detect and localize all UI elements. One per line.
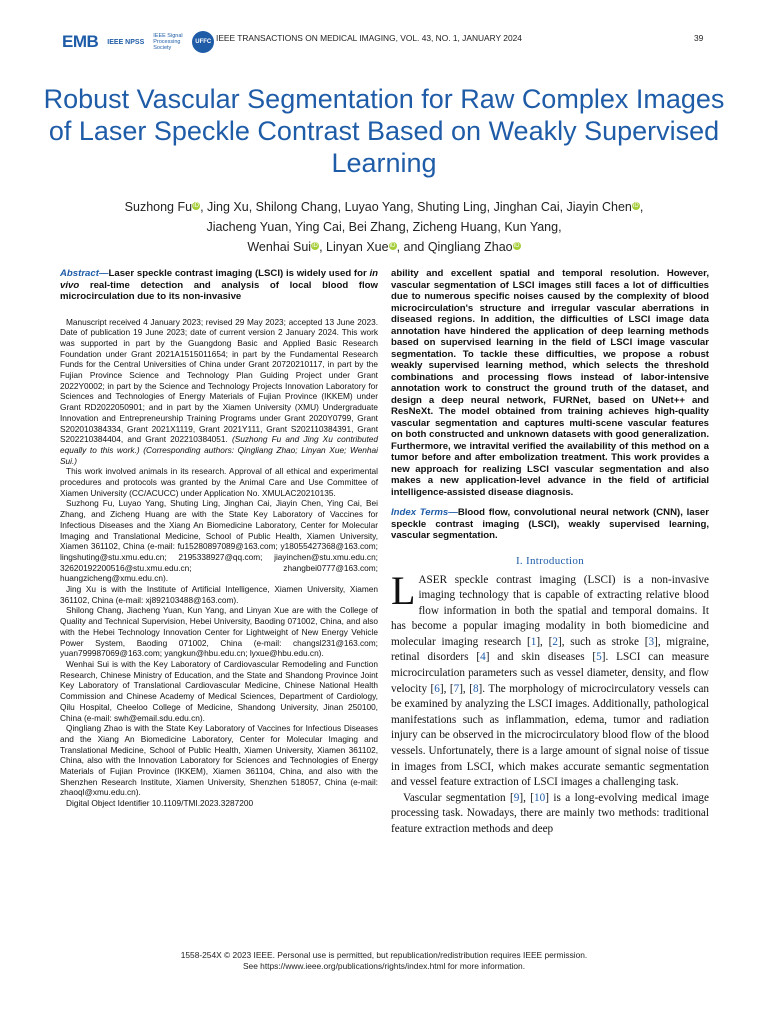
signal-processing-logo: IEEE Signal Processing Society [153,33,183,51]
affiliation-footnote: Qingliang Zhao is with the State Key Laboratory of Vaccines for Infectious Diseases and the Xiang An Biomedicine Laboratory, Center for Molecular Imaging and Translational Medicine, School of Public Health, Xiamen University, Xiamen 361102, China, also with the Innovation Laboratory for Sciences and Technologies of Energy Materials of Fujian Province (IKKEM), Xiamen 361104, China, and also with the Shenzhen Research Institute, Xiamen University, Shenzhen 518057, China (e-mail: zhaoql@xmu.edu.cn). [60,723,378,798]
affiliation-footnote: Jing Xu is with the Institute of Artificial Intelligence, Xiamen University, Xiamen 361102, China (e-mail: xj892103488@163.com). [60,584,378,605]
author-list [60,197,708,257]
section-heading-introduction: I. Introduction [515,554,585,567]
orcid-icon[interactable]: iD [193,203,199,209]
uffc-logo: UFFC [192,31,214,53]
index-terms: Index Terms—Blood flow, convolutional neural network (CNN), laser speckle contrast imaging (LSCI), weakly supervised learning, vascular segmentation. [391,507,709,541]
citation-link[interactable]: 10 [534,791,546,804]
affiliation-footnote: Suzhong Fu, Luyao Yang, Shuting Ling, Jinghan Cai, Jiayin Chen, Ying Cai, Bei Zhang, and Zicheng Huang are with the State Key Laboratory of Vaccines for Infectious Diseases and the Xiang An Biomedicine Laboratory, Center for Molecular Imaging and Translational Medicine, School of Public Health, Xiamen University, Xiamen 361102, China (e-mail: fu15280897089@163.com; y18055427368@163.com; lingshuting@stu.xmu.edu.cn; 2195338927@qq.com; jiayinchen@stu.xmu.edu.cn; 32620192200516@stu.xmu.edu.cn; zhangbei0777@163.com; huangzicheng@xmu.edu.cn). [60,498,378,584]
affiliation-footnote: Wenhai Sui is with the Key Laboratory of Cardiovascular Remodeling and Function Research, Chinese Ministry of Education, and the State and Shandong Province Joint Key Laboratory of Translational Cardiovascular Medicine, Chinese National Health Commission and Chinese Academy of Medical Sciences, Department of Cardiology, Qilu Hospital, Cheeloo College of Medicine, Shandong University, Jinan 250100, China (e-mail: swh@email.sdu.edu.cn). [60,659,378,723]
intro-paragraph-2: Vascular segmentation [9], [10] is a long-evolving medical image processing task. Nowadays, there are mainly two methods: traditional feature extraction methods and deep [391,791,709,835]
page-number: 39 [694,33,704,43]
citation-link[interactable]: 4 [480,651,486,664]
orcid-icon[interactable]: iD [389,243,396,249]
citation-link[interactable]: 3 [648,635,655,648]
citation-link[interactable]: 8 [472,682,479,695]
citation-link[interactable]: 9 [513,791,520,804]
ethics-footnote: This work involved animals in its research. Approval of all ethical and experimental procedures and protocols was granted by the Animal Care and Use Committee of Xiamen University (CC/ACUCC) under Application No. XMULAC20210135. [60,466,378,498]
orcid-icon[interactable]: iD [312,243,318,249]
index-terms-label: Index Terms— [391,507,458,518]
npss-logo: IEEE NPSS [107,38,145,46]
citation-link[interactable]: 6 [434,682,440,695]
abstract-label: Abstract— [60,268,109,279]
abstract-start: Abstract—Laser speckle contrast imaging (LSCI) is widely used for in vivo real-time detection and analysis of local blood flow microcirculation due to its non-invasive [60,268,378,302]
citation-link[interactable]: 2 [552,635,558,648]
society-logos [62,30,214,54]
right-column [391,268,709,838]
orcid-icon[interactable]: iD [513,243,520,249]
citation-link[interactable]: 1 [530,635,537,648]
paper-title: Robust Vascular Segmentation for Raw Complex Images of Laser Speckle Contrast Based on Weakly Supervised Learning [43,84,725,178]
copyright-footer [0,950,768,972]
doi-line[interactable]: Digital Object Identifier 10.1109/TMI.2023.3287200 [66,798,254,809]
orcid-icon[interactable]: iD [633,203,639,209]
funding-footnote: Manuscript received 4 January 2023; revised 29 May 2023; accepted 13 June 2023. Date of publication 19 June 2023; date of current version 2 January 2024. This work was supported in part by the Guangdong Basic and Applied Basic Research Foundation under Grant 2021A1515011654; in part by the Fundamental Research Funds for the Central Universities of China under Grant 20720210117, in part by the Fujian Province Science and Technology Plan Guiding Project under Grant 2022Y0002; in part by the Science and Technology Projects Innovation Laboratory for Sciences and Technologies of Energy Materials of Fujian Province (IKKEM) under Grant RD2022050901; and in part by the Xiamen University (XMU) Undergraduate Innovation and Entrepreneurship Training Programs under Grant 2020Y0799, Grant S202010384334, Grant 2021X1119, Grant 2021Y111, Grant S202110384391, Grant S202210384404, and Grant 202210384051. (Suzhong Fu and Jing Xu contributed equally to this work.) (Corresponding authors: Qingliang Zhao; Linyan Xue; Wenhai Sui.) [60,316,378,466]
copyright-line: 1558-254X © 2023 IEEE. Personal use is permitted, but republication/redistribution requires IEEE permission. [180,950,588,960]
rights-link-line[interactable]: See https://www.ieee.org/publications/rights/index.html for more information. [242,961,526,971]
author-line-3: Wenhai SuiiD, Linyan XueiD, and Qingliang ZhaoiD [247,240,520,254]
running-head: IEEE TRANSACTIONS ON MEDICAL IMAGING, VOL. 43, NO. 1, JANUARY 2024 [216,33,522,43]
author-line-1: Suzhong FuiD, Jing Xu, Shilong Chang, Luyao Yang, Shuting Ling, Jinghan Cai, Jiayin CheniD, [124,200,644,214]
affiliation-footnote: Shilong Chang, Jiacheng Yuan, Kun Yang, and Linyan Xue are with the College of Quality and Technical Supervision, Hebei University, Baoding 071002, China, and also with the Hebei Technology Innovation Center for Lightweight of New Energy Vehicle Power System, Baoding 071002, China (e-mail: changsl231@163.com; yuan799987069@163.com; yangkun@hbu.edu.cn; lyxue@hbu.edu.cn). [60,605,378,659]
emb-logo: EMB [62,32,99,51]
citation-link[interactable]: 7 [453,682,460,695]
abstract-continued: ability and excellent spatial and temporal resolution. However, vascular segmentation of LSCI images still faces a lot of difficulties due to numerous specific noises caused by the complexity of blood microcirculation's structure and irregular vascular aberrations in diseased regions. In addition, the difficulties of LSCI image data annotation have hindered the application of deep learning methods based on supervised learning in the field of LSCI image vascular segmentation. To tackle these difficulties, we propose a robust weakly supervised learning method, which selects the threshold combinations and processing flows instead of labor-intensive annotation work to construct the ground truth of the dataset, and design a deep neural network, FURNet, based on UNet++ and ResNeXt. The model obtained from training achieves high-quality vascular segmentation and captures multi-scene vascular features on both constructed and unknown datasets with good generalization. Furthermore, we intravital verified the availability of this method on a tumor before and after embolization treatment. This work provides a new approach for realizing LSCI vascular segmentation and also makes a new application-level advance in the field of artificial intelligence-assisted disease diagnosis. [391,268,709,498]
citation-link[interactable]: 5 [596,651,602,664]
drop-cap: L [391,567,416,613]
intro-paragraph-1: LASER speckle contrast imaging (LSCI) is a non-invasive imaging technology that is capable of extracting relative blood flow information in both the spatial and temporal domains. It has become a popular imaging modality in both biomedicine and molecular imaging research [1], [2], such as stroke [3], migraine, retinal disorders [4] and skin diseases [5]. LSCI can measure microcirculation parameters such as vessel diameter, density, and flow velocity [6], [7], [8]. The morphology of microcirculatory vessels can be examined by analyzing the LSCI images. Additionally, pathological manifestations such as inflammation, edema, tumor and radiation injury can be observed in the microcirculatory blood flow of the blood vessels. Unfortunately, there is a large amount of signal noise of tissue in images from LSCI, which makes accurate semantic segmentation and vessel feature extraction of LSCI images a challenging task. [391,567,710,789]
page-header [0,0,768,58]
author-line-2: Jiacheng Yuan, Ying Cai, Bei Zhang, Zicheng Huang, Kun Yang, [206,220,562,234]
left-column [60,268,378,809]
